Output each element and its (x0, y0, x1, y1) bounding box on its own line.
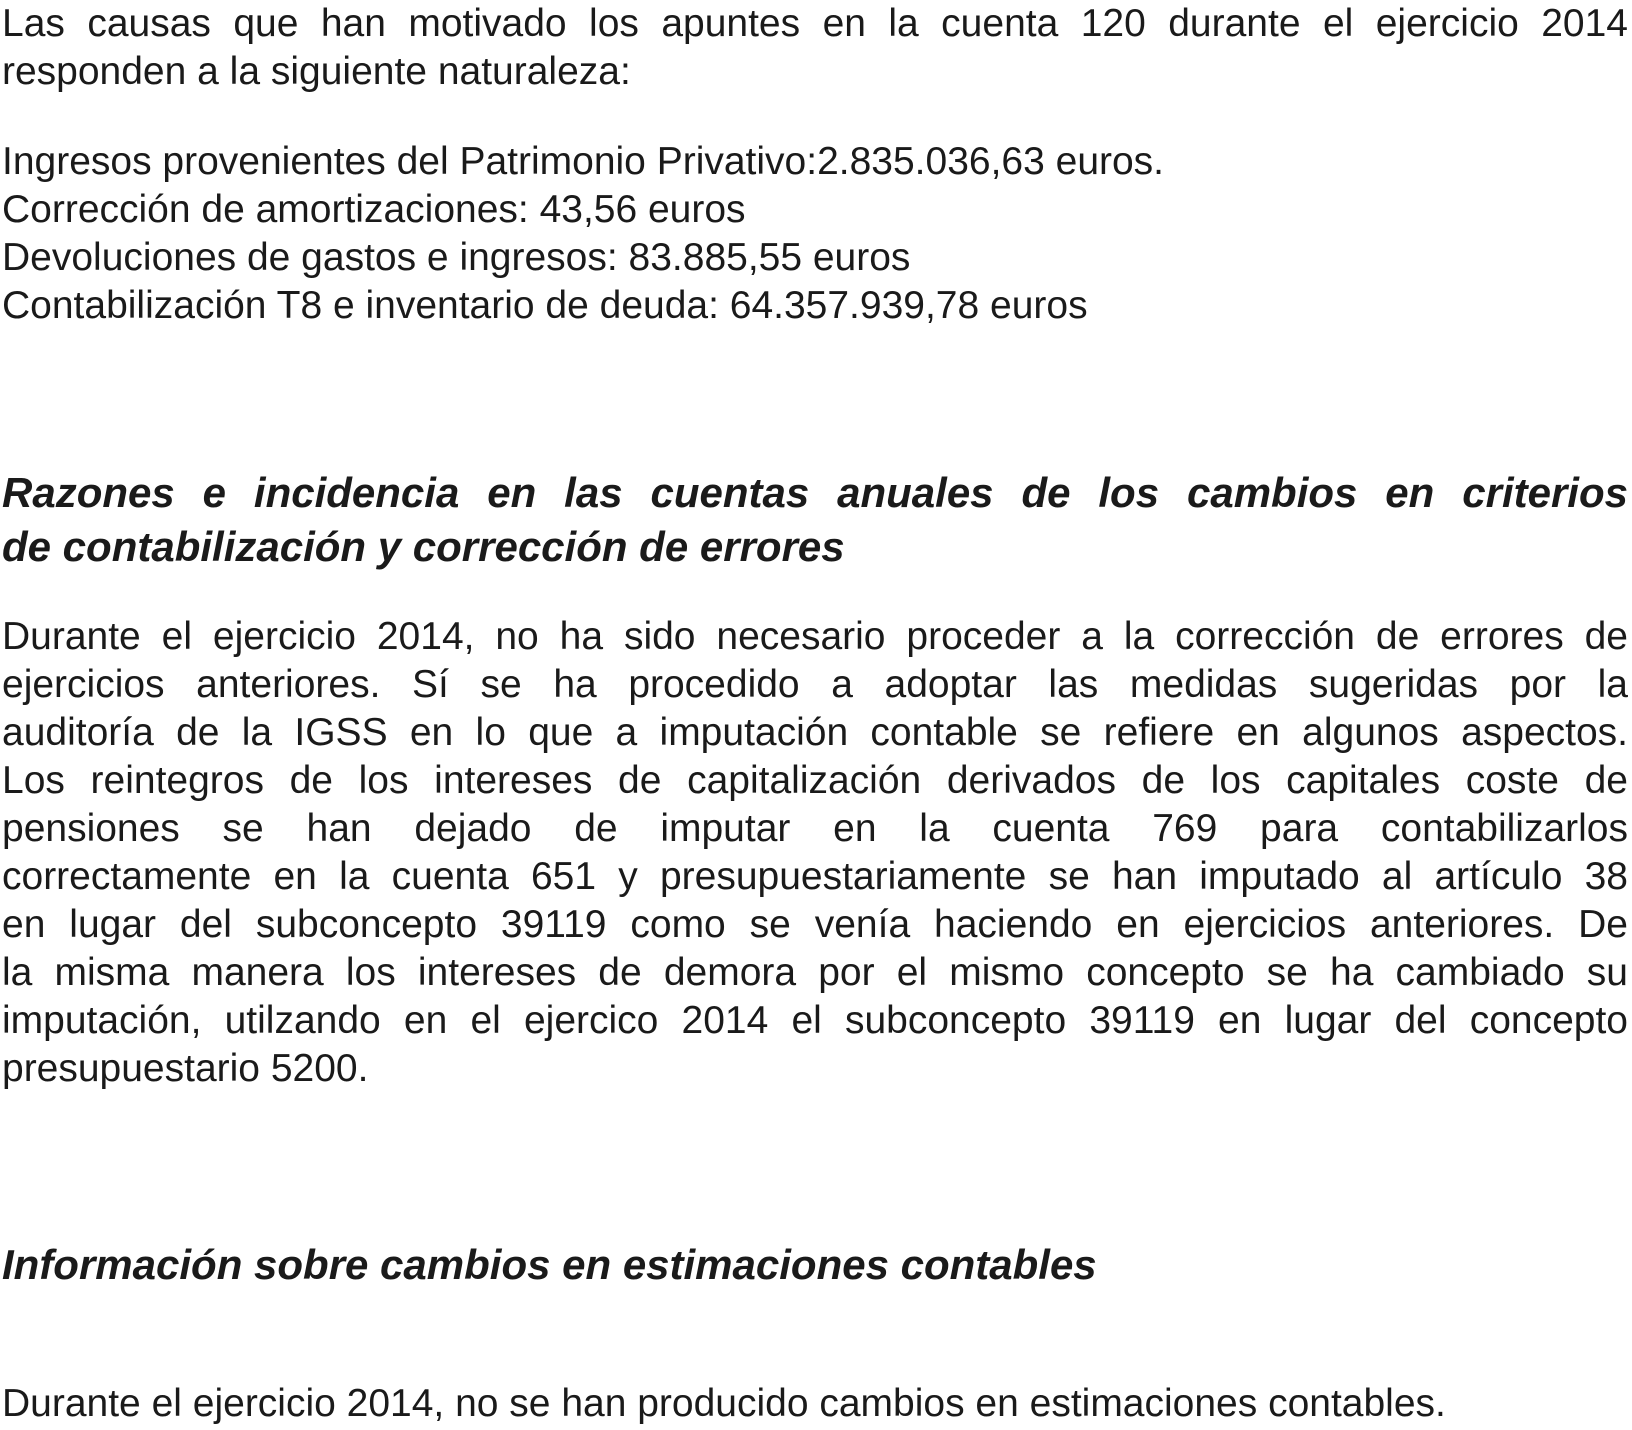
intro-line: Las causas que han motivado los apuntes en la cuenta 120 durante el ejercicio 2014 (2, 2, 1628, 45)
paragraph-line: en lugar del subconcepto 39119 como se venía haciendo en ejercicios anteriores. De (2, 903, 1628, 946)
paragraph-line: ejercicios anteriores. Sí se ha procedido a adoptar las medidas sugeridas por la (2, 663, 1628, 706)
causes-list (2, 138, 1628, 330)
paragraph-line: Los reintegros de los intereses de capitalización derivados de los capitales coste de (2, 759, 1628, 802)
paragraph-line: Durante el ejercicio 2014, no se han producido cambios en estimaciones contables. (2, 1382, 1446, 1425)
cause-item: Corrección de amortizaciones: 43,56 euros (2, 188, 746, 231)
section-heading-criterios (2, 466, 1628, 574)
section-heading-estimaciones (2, 1238, 1628, 1292)
cause-item: Ingresos provenientes del Patrimonio Privativo:2.835.036,63 euros. (2, 140, 1165, 183)
paragraph-line: Durante el ejercicio 2014, no ha sido necesario proceder a la corrección de errores de (2, 615, 1628, 658)
heading-line: Razones e incidencia en las cuentas anuales de los cambios en criterios (2, 469, 1628, 516)
paragraph-line: pensiones se han dejado de imputar en la cuenta 769 para contabilizarlos (2, 807, 1628, 850)
paragraph-line: la misma manera los intereses de demora por el mismo concepto se ha cambiado su (2, 951, 1628, 994)
section-paragraph-estimaciones (2, 1380, 1628, 1428)
paragraph-line: imputación, utilzando en el ejercico 2014 el subconcepto 39119 en lugar del concepto (2, 999, 1628, 1042)
paragraph-line: auditoría de la IGSS en lo que a imputación contable se refiere en algunos aspectos. (2, 711, 1628, 754)
intro-line: responden a la siguiente naturaleza: (2, 50, 631, 93)
paragraph-line: presupuestario 5200. (2, 1047, 369, 1090)
paragraph-line: correctamente en la cuenta 651 y presupuestariamente se han imputado al artículo 38 (2, 855, 1628, 898)
heading-line: Información sobre cambios en estimaciones contables (2, 1241, 1097, 1288)
section-paragraph-criterios (2, 613, 1628, 1093)
cause-item: Contabilización T8 e inventario de deuda: 64.357.939,78 euros (2, 284, 1088, 327)
cause-item: Devoluciones de gastos e ingresos: 83.885,55 euros (2, 236, 911, 279)
heading-line: de contabilización y corrección de errores (2, 523, 845, 570)
intro-paragraph (2, 0, 1628, 96)
